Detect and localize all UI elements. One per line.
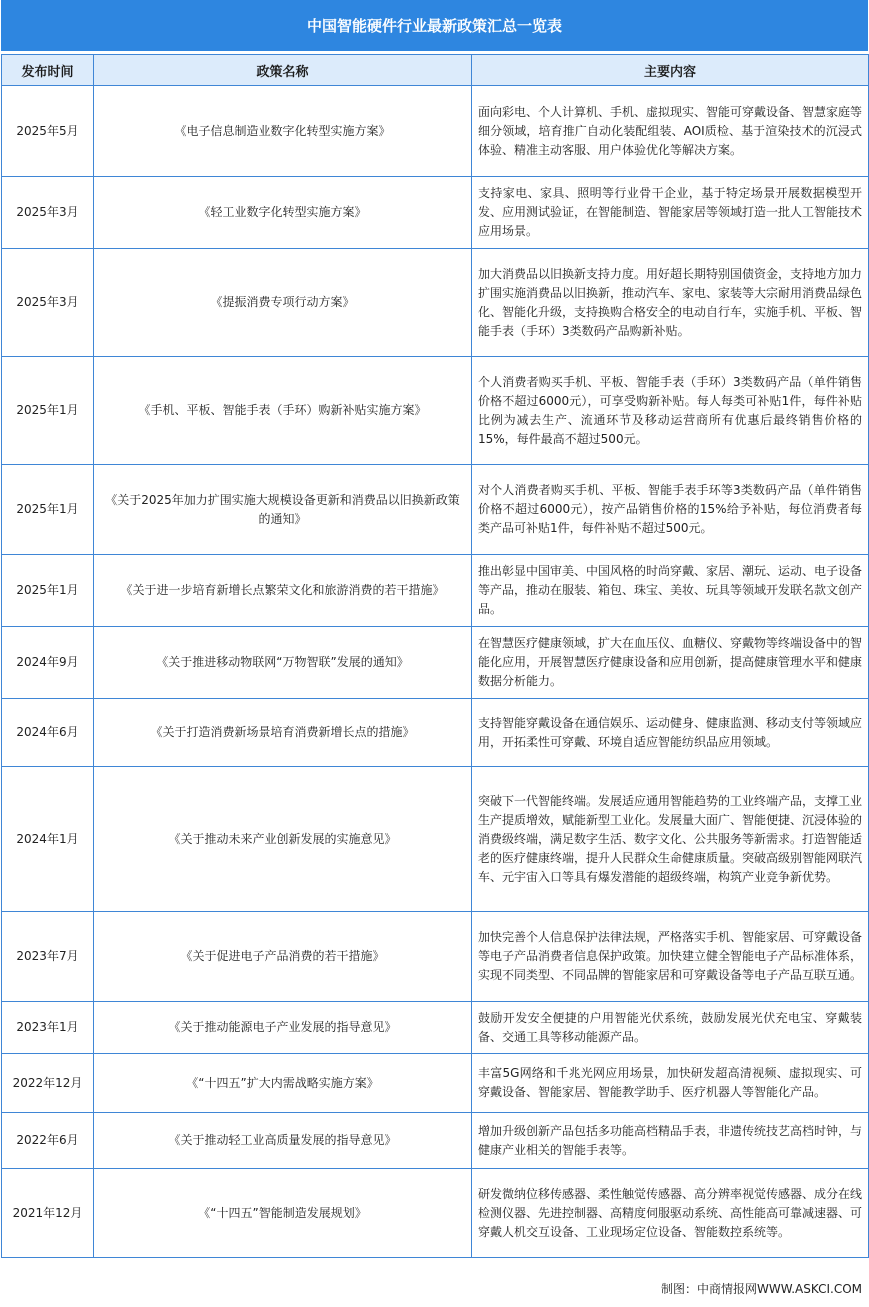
- table-row: [2, 767, 869, 912]
- row-content: 支持智能穿戴设备在通信娱乐、运动健身、健康监测、移动支付等领域应用，开拓柔性可穿戴、环境自适应智能纺织品应用领域。: [472, 699, 869, 767]
- table-row: [2, 1002, 869, 1054]
- row-content: 推出彰显中国审美、中国风格的时尚穿戴、家居、潮玩、运动、电子设备等产品，推动在服装、箱包、珠宝、美妆、玩具等领域开发联名款文创产品。: [472, 555, 869, 627]
- table-title: 中国智能硬件行业最新政策汇总一览表: [1, 0, 868, 54]
- row-content: 支持家电、家具、照明等行业骨干企业，基于特定场景开展数据模型开发、应用测试验证，在智能制造、智能家居等领域打造一批人工智能技术应用场景。: [472, 177, 869, 249]
- table-row: [2, 1113, 869, 1169]
- row-date: 2025年3月: [2, 249, 94, 357]
- table-row: [2, 555, 869, 627]
- row-content: 增加升级创新产品包括多功能高档精品手表，非遗传统技艺高档时钟，与健康产业相关的智能手表等。: [472, 1113, 869, 1169]
- header-name: 政策名称: [94, 55, 472, 86]
- table-row: [2, 1169, 869, 1258]
- row-content: 加大消费品以旧换新支持力度。用好超长期特别国债资金，支持地方加力扩围实施消费品以旧换新，推动汽车、家电、家装等大宗耐用消费品绿色化、智能化升级，支持换购合格安全的电动自行车，实施手机、平板、智能手表（手环）3类数码产品购新补贴。: [472, 249, 869, 357]
- row-date: 2022年12月: [2, 1054, 94, 1113]
- row-policy-name: 《“十四五”扩大内需战略实施方案》: [94, 1054, 472, 1113]
- row-content: 鼓励开发安全便捷的户用智能光伏系统，鼓励发展光伏充电宝、穿戴装备、交通工具等移动能源产品。: [472, 1002, 869, 1054]
- row-date: 2025年1月: [2, 555, 94, 627]
- header-date: 发布时间: [2, 55, 94, 86]
- table-row: [2, 627, 869, 699]
- row-content: 加快完善个人信息保护法律法规，严格落实手机、智能家居、可穿戴设备等电子产品消费者信息保护政策。加快建立健全智能电子产品标准体系，实现不同类型、不同品牌的智能家居和可穿戴设备等电子产品互联互通。: [472, 912, 869, 1002]
- row-policy-name: 《关于促进电子产品消费的若干措施》: [94, 912, 472, 1002]
- row-policy-name: 《关于推动轻工业高质量发展的指导意见》: [94, 1113, 472, 1169]
- row-policy-name: 《关于推动能源电子产业发展的指导意见》: [94, 1002, 472, 1054]
- header-content: 主要内容: [472, 55, 869, 86]
- row-policy-name: 《电子信息制造业数字化转型实施方案》: [94, 86, 472, 177]
- table-row: [2, 357, 869, 465]
- row-date: 2025年1月: [2, 357, 94, 465]
- policy-table: [1, 54, 869, 1258]
- row-date: 2021年12月: [2, 1169, 94, 1258]
- row-policy-name: 《关于推进移动物联网“万物智联”发展的通知》: [94, 627, 472, 699]
- source-credit: 制图：中商情报网WWW.ASKCI.COM: [661, 1282, 862, 1296]
- row-date: 2023年1月: [2, 1002, 94, 1054]
- row-policy-name: 《关于进一步培育新增长点繁荣文化和旅游消费的若干措施》: [94, 555, 472, 627]
- row-policy-name: 《关于2025年加力扩围实施大规模设备更新和消费品以旧换新政策的通知》: [94, 465, 472, 555]
- row-date: 2025年1月: [2, 465, 94, 555]
- table-row: [2, 177, 869, 249]
- row-content: 对个人消费者购买手机、平板、智能手表手环等3类数码产品（单件销售价格不超过6000元），按产品销售价格的15%给予补贴，每位消费者每类产品可补贴1件，每件补贴不超过500元。: [472, 465, 869, 555]
- row-content: 在智慧医疗健康领域，扩大在血压仪、血糖仪、穿戴物等终端设备中的智能化应用，开展智慧医疗健康设备和应用创新，提高健康管理水平和健康数据分析能力。: [472, 627, 869, 699]
- row-date: 2024年1月: [2, 767, 94, 912]
- row-content: 面向彩电、个人计算机、手机、虚拟现实、智能可穿戴设备、智慧家庭等细分领域，培育推广自动化装配组装、AOI质检、基于渲染技术的沉浸式体验、精准主动客服、用户体验优化等解决方案。: [472, 86, 869, 177]
- row-content: 丰富5G网络和千兆光网应用场景，加快研发超高清视频、虚拟现实、可穿戴设备、智能家居、智能教学助手、医疗机器人等智能化产品。: [472, 1054, 869, 1113]
- row-date: 2025年3月: [2, 177, 94, 249]
- row-policy-name: 《关于打造消费新场景培育消费新增长点的措施》: [94, 699, 472, 767]
- table-row: [2, 1054, 869, 1113]
- row-policy-name: 《提振消费专项行动方案》: [94, 249, 472, 357]
- row-date: 2024年6月: [2, 699, 94, 767]
- row-content: 研发微纳位移传感器、柔性触觉传感器、高分辨率视觉传感器、成分在线检测仪器、先进控制器、高精度伺服驱动系统、高性能高可靠减速器、可穿戴人机交互设备、工业现场定位设备、智能数控系统等。: [472, 1169, 869, 1258]
- table-row: [2, 912, 869, 1002]
- row-content: 个人消费者购买手机、平板、智能手表（手环）3类数码产品（单件销售价格不超过6000元），可享受购新补贴。每人每类可补贴1件，每件补贴比例为减去生产、流通环节及移动运营商所有优惠后最终销售价格的15%，每件最高不超过500元。: [472, 357, 869, 465]
- table-row: [2, 699, 869, 767]
- row-content: 突破下一代智能终端。发展适应通用智能趋势的工业终端产品，支撑工业生产提质增效，赋能新型工业化。发展量大面广、智能便捷、沉浸体验的消费级终端，满足数字生活、数字文化、公共服务等新需求。打造智能适老的医疗健康终端，提升人民群众生命健康质量。突破高级别智能网联汽车、元宇宙入口等具有爆发潜能的超级终端，构筑产业竞争新优势。: [472, 767, 869, 912]
- row-date: 2023年7月: [2, 912, 94, 1002]
- row-policy-name: 《轻工业数字化转型实施方案》: [94, 177, 472, 249]
- table-row: [2, 249, 869, 357]
- table-row: [2, 465, 869, 555]
- row-policy-name: 《手机、平板、智能手表（手环）购新补贴实施方案》: [94, 357, 472, 465]
- row-date: 2025年5月: [2, 86, 94, 177]
- row-policy-name: 《“十四五”智能制造发展规划》: [94, 1169, 472, 1258]
- row-date: 2024年9月: [2, 627, 94, 699]
- table-row: [2, 86, 869, 177]
- row-policy-name: 《关于推动未来产业创新发展的实施意见》: [94, 767, 472, 912]
- header-row: [2, 55, 869, 86]
- row-date: 2022年6月: [2, 1113, 94, 1169]
